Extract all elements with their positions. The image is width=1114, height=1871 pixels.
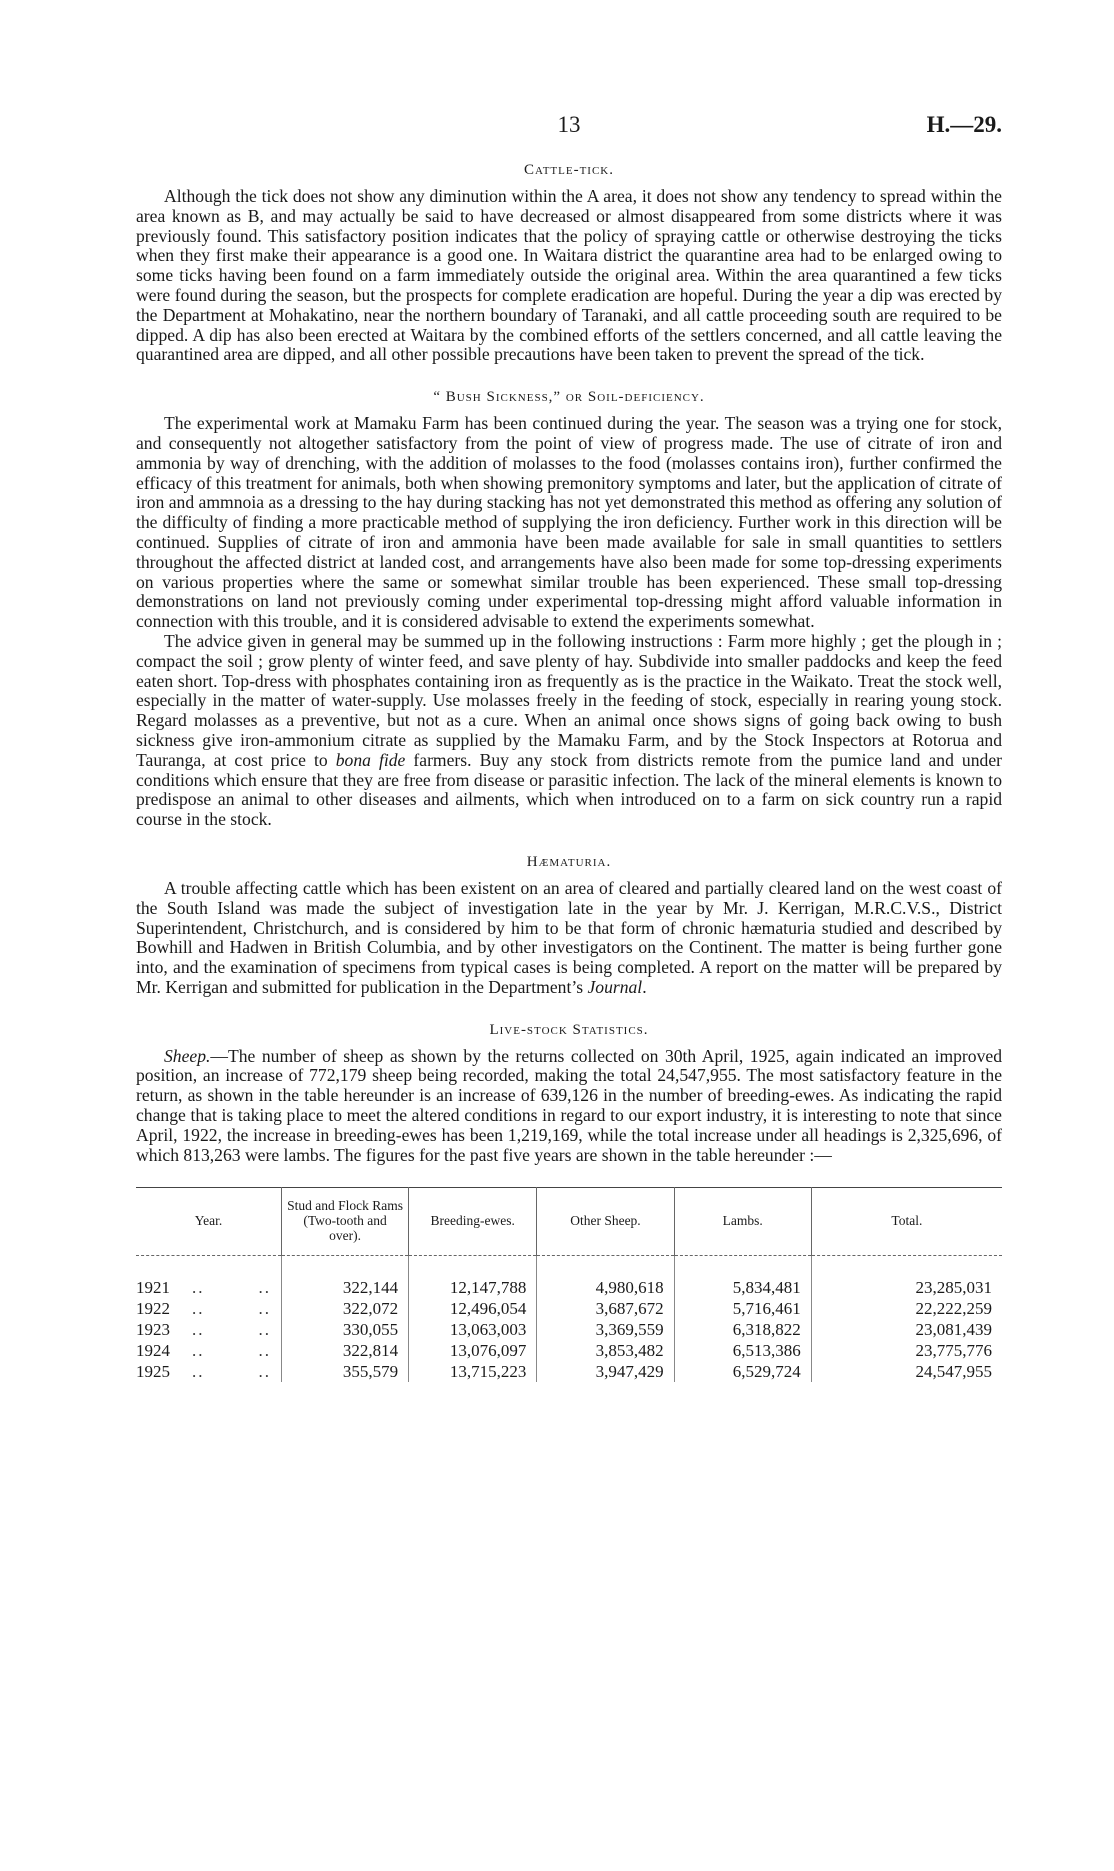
leader-dots: .. (192, 1299, 205, 1319)
leader-dots: .. (258, 1299, 271, 1319)
year-value: 1924 (136, 1341, 170, 1361)
cell-ewes: 13,076,097 (409, 1340, 537, 1361)
haematuria-paragraph (136, 879, 1002, 998)
leader-dots: .. (192, 1320, 205, 1340)
bush-sickness-paragraph-2 (136, 632, 1002, 830)
bush-sickness-p2-italic: bona fide (335, 749, 406, 770)
section-title-livestock: Live-stock Statistics. (489, 1021, 649, 1038)
haematuria-italic: Journal (587, 976, 643, 997)
section-title-haematuria: Hæmaturia. (526, 853, 612, 870)
leader-dots: .. (192, 1362, 205, 1382)
bush-sickness-p2-text-a: The advice given in general may be summed up in the following instructions : Farm more highly ; get the plough in ; compact the soil ; grow plenty of winter feed, and save plenty of hay. Subdivide into smaller paddocks and keep the feed eaten short. Top-dress with phosphates containing iron as frequently as is the practice in the Waikato. Treat the stock well, especially in the matter of water-supply. Use molasses freely in the feeding of stock, especially in rearing young stock. Regard molasses as a preventive, but not as a cure. When an animal once shows signs of going back owing to bush sickness give iron-ammonium citrate as supplied by the Mamaku Farm, and by the Stock Inspectors at Rotorua and Tauranga, at cost price to (136, 630, 1002, 770)
leader-dots: .. (192, 1278, 205, 1298)
sheep-lead: Sheep. (164, 1045, 211, 1066)
livestock-paragraph (136, 1047, 1002, 1166)
section-title-cattle-tick: Cattle-tick. (523, 162, 614, 178)
cell-lambs: 6,513,386 (674, 1340, 811, 1361)
cell-lambs: 6,318,822 (674, 1319, 811, 1340)
bush-sickness-paragraph-1: The experimental work at Mamaku Farm has been continued during the year. The season was a trying one for stock, and consequently not altogether satisfactory from the point of view of progress made. The use of citrate of iron and ammonia by way of drenching, with the addition of molasses to the food (molasses contains iron), further confirmed the efficacy of this treatment for animals, both when showing premonitory symptoms and later, but the application of citrate of iron and ammnoia as a dressing to the hay during stacking has not yet demonstrated this method as offering any solution of the difficulty of finding a more practicable method of supplying the iron deficiency. Further work in this direction will be continued. Supplies of citrate of iron and ammonia have been made available for sale in small quantities to settlers throughout the affected district at landed cost, and arrangements have also been made for some top-dressing experiments on various properties where the same or somewhat similar trouble has been experienced. These small top-dressing demonstrations on land not previously coming under experimental top-dressing might afford valuable information in connection with this trouble, and it is considered advisable to extend the experiments somewhat. (136, 413, 1002, 632)
cell-other: 4,980,618 (537, 1256, 674, 1299)
cell-lambs: 5,834,481 (674, 1256, 811, 1299)
table-row (136, 1361, 1002, 1382)
col-header-ewes: Breeding-ewes. (409, 1188, 537, 1256)
table-row (136, 1340, 1002, 1361)
leader-dots: .. (258, 1278, 271, 1298)
section-title-bush-sickness: “ Bush Sickness,” or Soil-deficiency. (433, 389, 705, 406)
cell-other: 3,853,482 (537, 1340, 674, 1361)
cell-rams: 322,072 (282, 1298, 409, 1319)
table-row (136, 1256, 1002, 1299)
table-row (136, 1298, 1002, 1319)
leader-dots: .. (258, 1320, 271, 1340)
cell-lambs: 6,529,724 (674, 1361, 811, 1382)
cell-total: 23,285,031 (915, 1278, 992, 1298)
page-number: 13 (557, 112, 581, 137)
cell-ewes: 13,715,223 (409, 1361, 537, 1382)
col-header-other: Other Sheep. (537, 1188, 674, 1256)
leader-dots: .. (192, 1341, 205, 1361)
year-value: 1922 (136, 1299, 170, 1319)
year-value: 1923 (136, 1320, 170, 1340)
cell-total: 24,547,955 (915, 1362, 992, 1382)
haematuria-text-a: A trouble affecting cattle which has been existent on an area of cleared and partially cleared land on the west coast of the South Island was made the subject of investigation late in the year by Mr. J. Kerrigan, M.R.C.V.S., District Superintendent, Christchurch, and is considered by him to be that form of chronic hæmaturia studied and described by Bowhill and Hadwen in British Columbia, and by other investigators on the Continent. The matter is being further gone into, and the examination of specimens from typical cases is being completed. A report on the matter will be prepared by Mr. Kerrigan and submitted for publication in the Department’s (136, 877, 1002, 997)
haematuria-text-b: . (642, 976, 647, 997)
cell-total: 22,222,259 (915, 1299, 992, 1319)
col-header-year: Year. (136, 1188, 282, 1256)
cell-ewes: 12,147,788 (409, 1256, 537, 1299)
document-reference: H.—29. (926, 112, 1002, 137)
leader-dots: .. (258, 1362, 271, 1382)
cell-rams: 330,055 (282, 1319, 409, 1340)
table-header-row (136, 1188, 1002, 1256)
cell-rams: 322,814 (282, 1340, 409, 1361)
bush-sickness-p2-text-b: farmers. Buy any stock from districts remote from the pumice land and under conditions which ensure that they are free from disease or parasitic infection. The lack of the mineral elements is known to predispose an animal to other diseases and ailments, which when introduced on to a farm on sick country run a rapid course in the stock. (136, 749, 1002, 830)
cell-ewes: 13,063,003 (409, 1319, 537, 1340)
cell-ewes: 12,496,054 (409, 1298, 537, 1319)
cell-year (136, 1361, 282, 1382)
cell-other: 3,687,672 (537, 1298, 674, 1319)
cell-year (136, 1256, 282, 1299)
leader-dots: .. (258, 1341, 271, 1361)
cell-total: 23,081,439 (915, 1320, 992, 1340)
cell-total: 23,775,776 (915, 1341, 992, 1361)
table-row (136, 1319, 1002, 1340)
cell-other: 3,369,559 (537, 1319, 674, 1340)
sheep-statistics-table (136, 1187, 1002, 1382)
cattle-tick-paragraph: Although the tick does not show any diminution within the A area, it does not show any tendency to spread within the area known as B, and may actually be said to have decreased or almost disappeared from some districts where it was previously found. This satisfactory position indicates that the policy of spraying cattle or otherwise destroying the ticks when they first make their appearance is a good one. In Waitara district the quarantine area had to be enlarged owing to some ticks having been found on a farm immediately outside the original area. Within the area quarantined a few ticks were found during the season, but the prospects for complete eradication are hopeful. During the year a dip was erected by the Department at Mohakatino, near the northern boundary of Taranaki, and all cattle proceeding south are required to be dipped. A dip has also been erected at Waitara by the combined efforts of the settlers concerned, and all cattle leaving the quarantined area are dipped, and all other possible precautions have been taken to prevent the spread of the tick. (136, 186, 1002, 365)
livestock-text: —The number of sheep as shown by the returns collected on 30th April, 1925, again indicated an improved position, an increase of 772,179 sheep being recorded, making the total 24,547,955. The most satisfactory feature in the return, as shown in the table hereunder is an increase of 639,126 in the number of breeding-ewes. As indicating the rapid change that is taking place to meet the altered conditions in regard to our export industry, it is interesting to note that since April, 1922, the increase in breeding-ewes has been 1,219,169, while the total increase under all headings is 2,325,696, of which 813,263 were lambs. The figures for the past five years are shown in the table hereunder :— (136, 1045, 1002, 1165)
year-value: 1925 (136, 1362, 170, 1382)
document-page (136, 112, 1002, 1382)
cell-other: 3,947,429 (537, 1361, 674, 1382)
col-header-total: Total. (811, 1188, 1002, 1256)
cell-year (136, 1298, 282, 1319)
cell-lambs: 5,716,461 (674, 1298, 811, 1319)
cell-year (136, 1319, 282, 1340)
col-header-lambs: Lambs. (674, 1188, 811, 1256)
cell-rams: 322,144 (282, 1256, 409, 1299)
cell-year (136, 1340, 282, 1361)
year-value: 1921 (136, 1278, 170, 1298)
page-header (136, 112, 1002, 152)
col-header-rams: Stud and Flock Rams (Two-tooth and over). (282, 1188, 409, 1256)
cell-rams: 355,579 (282, 1361, 409, 1382)
